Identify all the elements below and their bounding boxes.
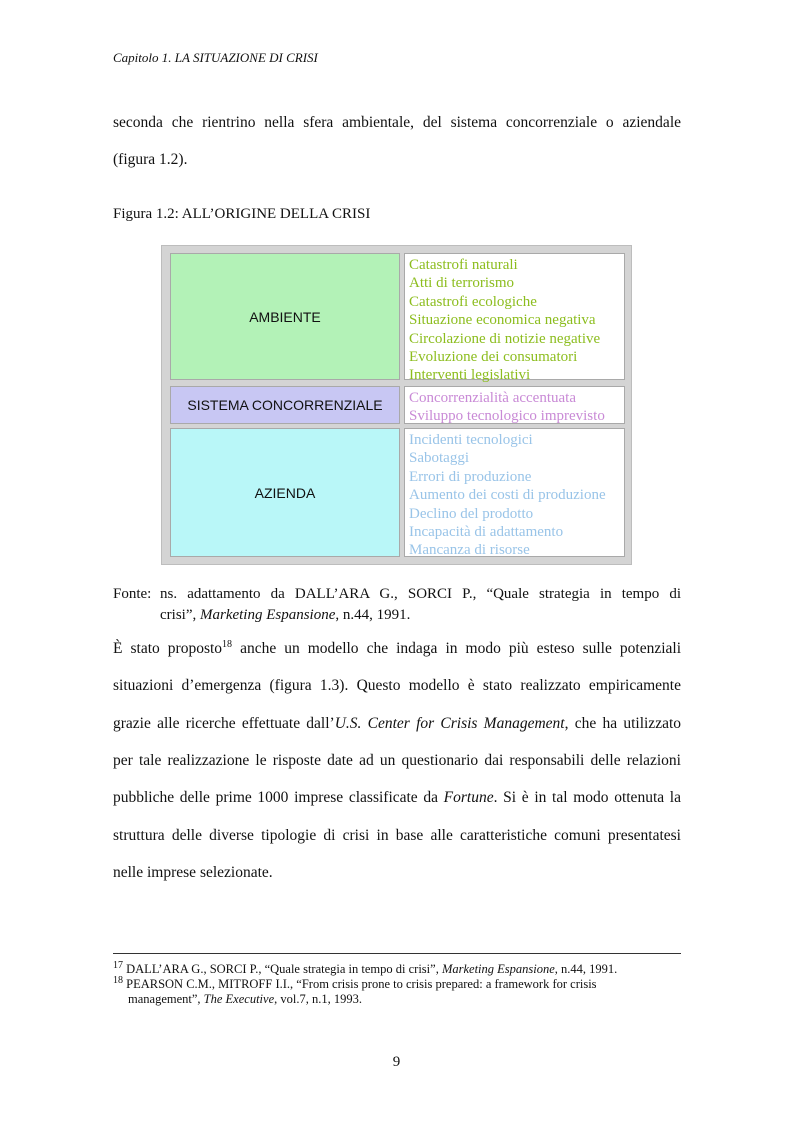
source-label: Fonte: <box>113 586 152 602</box>
list-item: Mancanza di risorse <box>409 542 530 559</box>
footnote-18: $^{18}$ PEARSON C.M., MITROFF I.I., “From crisis prone to crisis prepared: a framework for crisis management”, The Executive, vol.7, n.1, 1993. <box>113 974 597 1006</box>
intro-line-2: (figura 1.2). <box>113 151 188 168</box>
list-item: Evoluzione dei consumatori <box>409 349 578 366</box>
figure-caption: Figura 1.2: ALL’ORIGINE DELLA CRISI <box>113 206 371 222</box>
list-item: Situazione economica negativa <box>409 312 596 329</box>
list-item: Aumento dei costi di produzione <box>409 487 606 504</box>
list-item: Declino del prodotto <box>409 505 534 522</box>
row-label-ambiente: AMBIENTE <box>170 253 400 380</box>
source-line-1: ns. adattamento da DALL’ARA G., SORCI P., “Quale strategia in tempo di <box>160 586 681 602</box>
crisis-origin-table <box>161 245 632 565</box>
body-line-2: situazioni d’emergenza (figura 1.3). Questo modello è stato realizzato empiricamente <box>113 677 681 694</box>
list-item: Circolazione di notizie negative <box>409 330 601 347</box>
running-header: Capitolo 1. LA SITUAZIONE DI CRISI <box>113 50 318 65</box>
row-label-sistema-concorrenziale: SISTEMA CONCORRENZIALE <box>170 386 400 424</box>
footnote-divider <box>113 953 681 954</box>
list-item: Sabotaggi <box>409 450 469 467</box>
row-items-ambiente <box>404 253 625 384</box>
intro-line-1: seconda che rientrino nella sfera ambientale, del sistema concorrenziale o aziendale <box>113 114 681 131</box>
list-item: Catastrofi ecologiche <box>409 293 537 310</box>
list-item: Atti di terrorismo <box>409 275 514 292</box>
footnote-17: $^{17}$ DALL’ARA G., SORCI P., “Quale strategia in tempo di crisi”, Marketing Espansione, n.44, 1991. <box>113 959 618 976</box>
row-items-sistema-concorrenziale <box>404 386 625 424</box>
body-line-5: pubbliche delle prime 1000 imprese classificate da Fortune. Si è in tal modo ottenuta la <box>113 789 681 806</box>
row-items-azienda <box>404 428 625 557</box>
row-label-azienda: AZIENDA <box>170 428 400 557</box>
body-paragraph <box>113 640 681 885</box>
list-item: Sviluppo tecnologico imprevisto <box>409 408 605 425</box>
list-item: Interventi legislativi <box>409 367 531 384</box>
list-item: Incapacità di adattamento <box>409 524 564 541</box>
body-line-3: grazie alle ricerche effettuate dall’U.S. Center for Crisis Management, che ha utilizzato <box>113 715 682 732</box>
list-item: Errori di produzione <box>409 468 532 485</box>
body-line-7: nelle imprese selezionate. <box>113 864 273 881</box>
footnote-ref-18[interactable]: 18 <box>222 638 233 650</box>
list-item: Incidenti tecnologici <box>409 432 533 448</box>
list-item: Catastrofi naturali <box>409 257 518 273</box>
list-item: Concorrenzialità accentuata <box>409 390 576 406</box>
body-line-4: per tale realizzazione le risposte date ad un questionario dai responsabili delle relazioni <box>113 752 681 769</box>
source-line-2: crisi”, Marketing Espansione, n.44, 1991. <box>160 607 411 623</box>
body-line-1: È stato proposto$^{18}$ anche un modello che indaga in modo più esteso sulle potenziali <box>113 638 681 657</box>
intro-paragraph <box>113 114 681 174</box>
page-number: 9 <box>392 1054 401 1070</box>
body-line-6: struttura delle diverse tipologie di crisi in base alle caratteristiche comuni presentatesi <box>113 827 681 844</box>
